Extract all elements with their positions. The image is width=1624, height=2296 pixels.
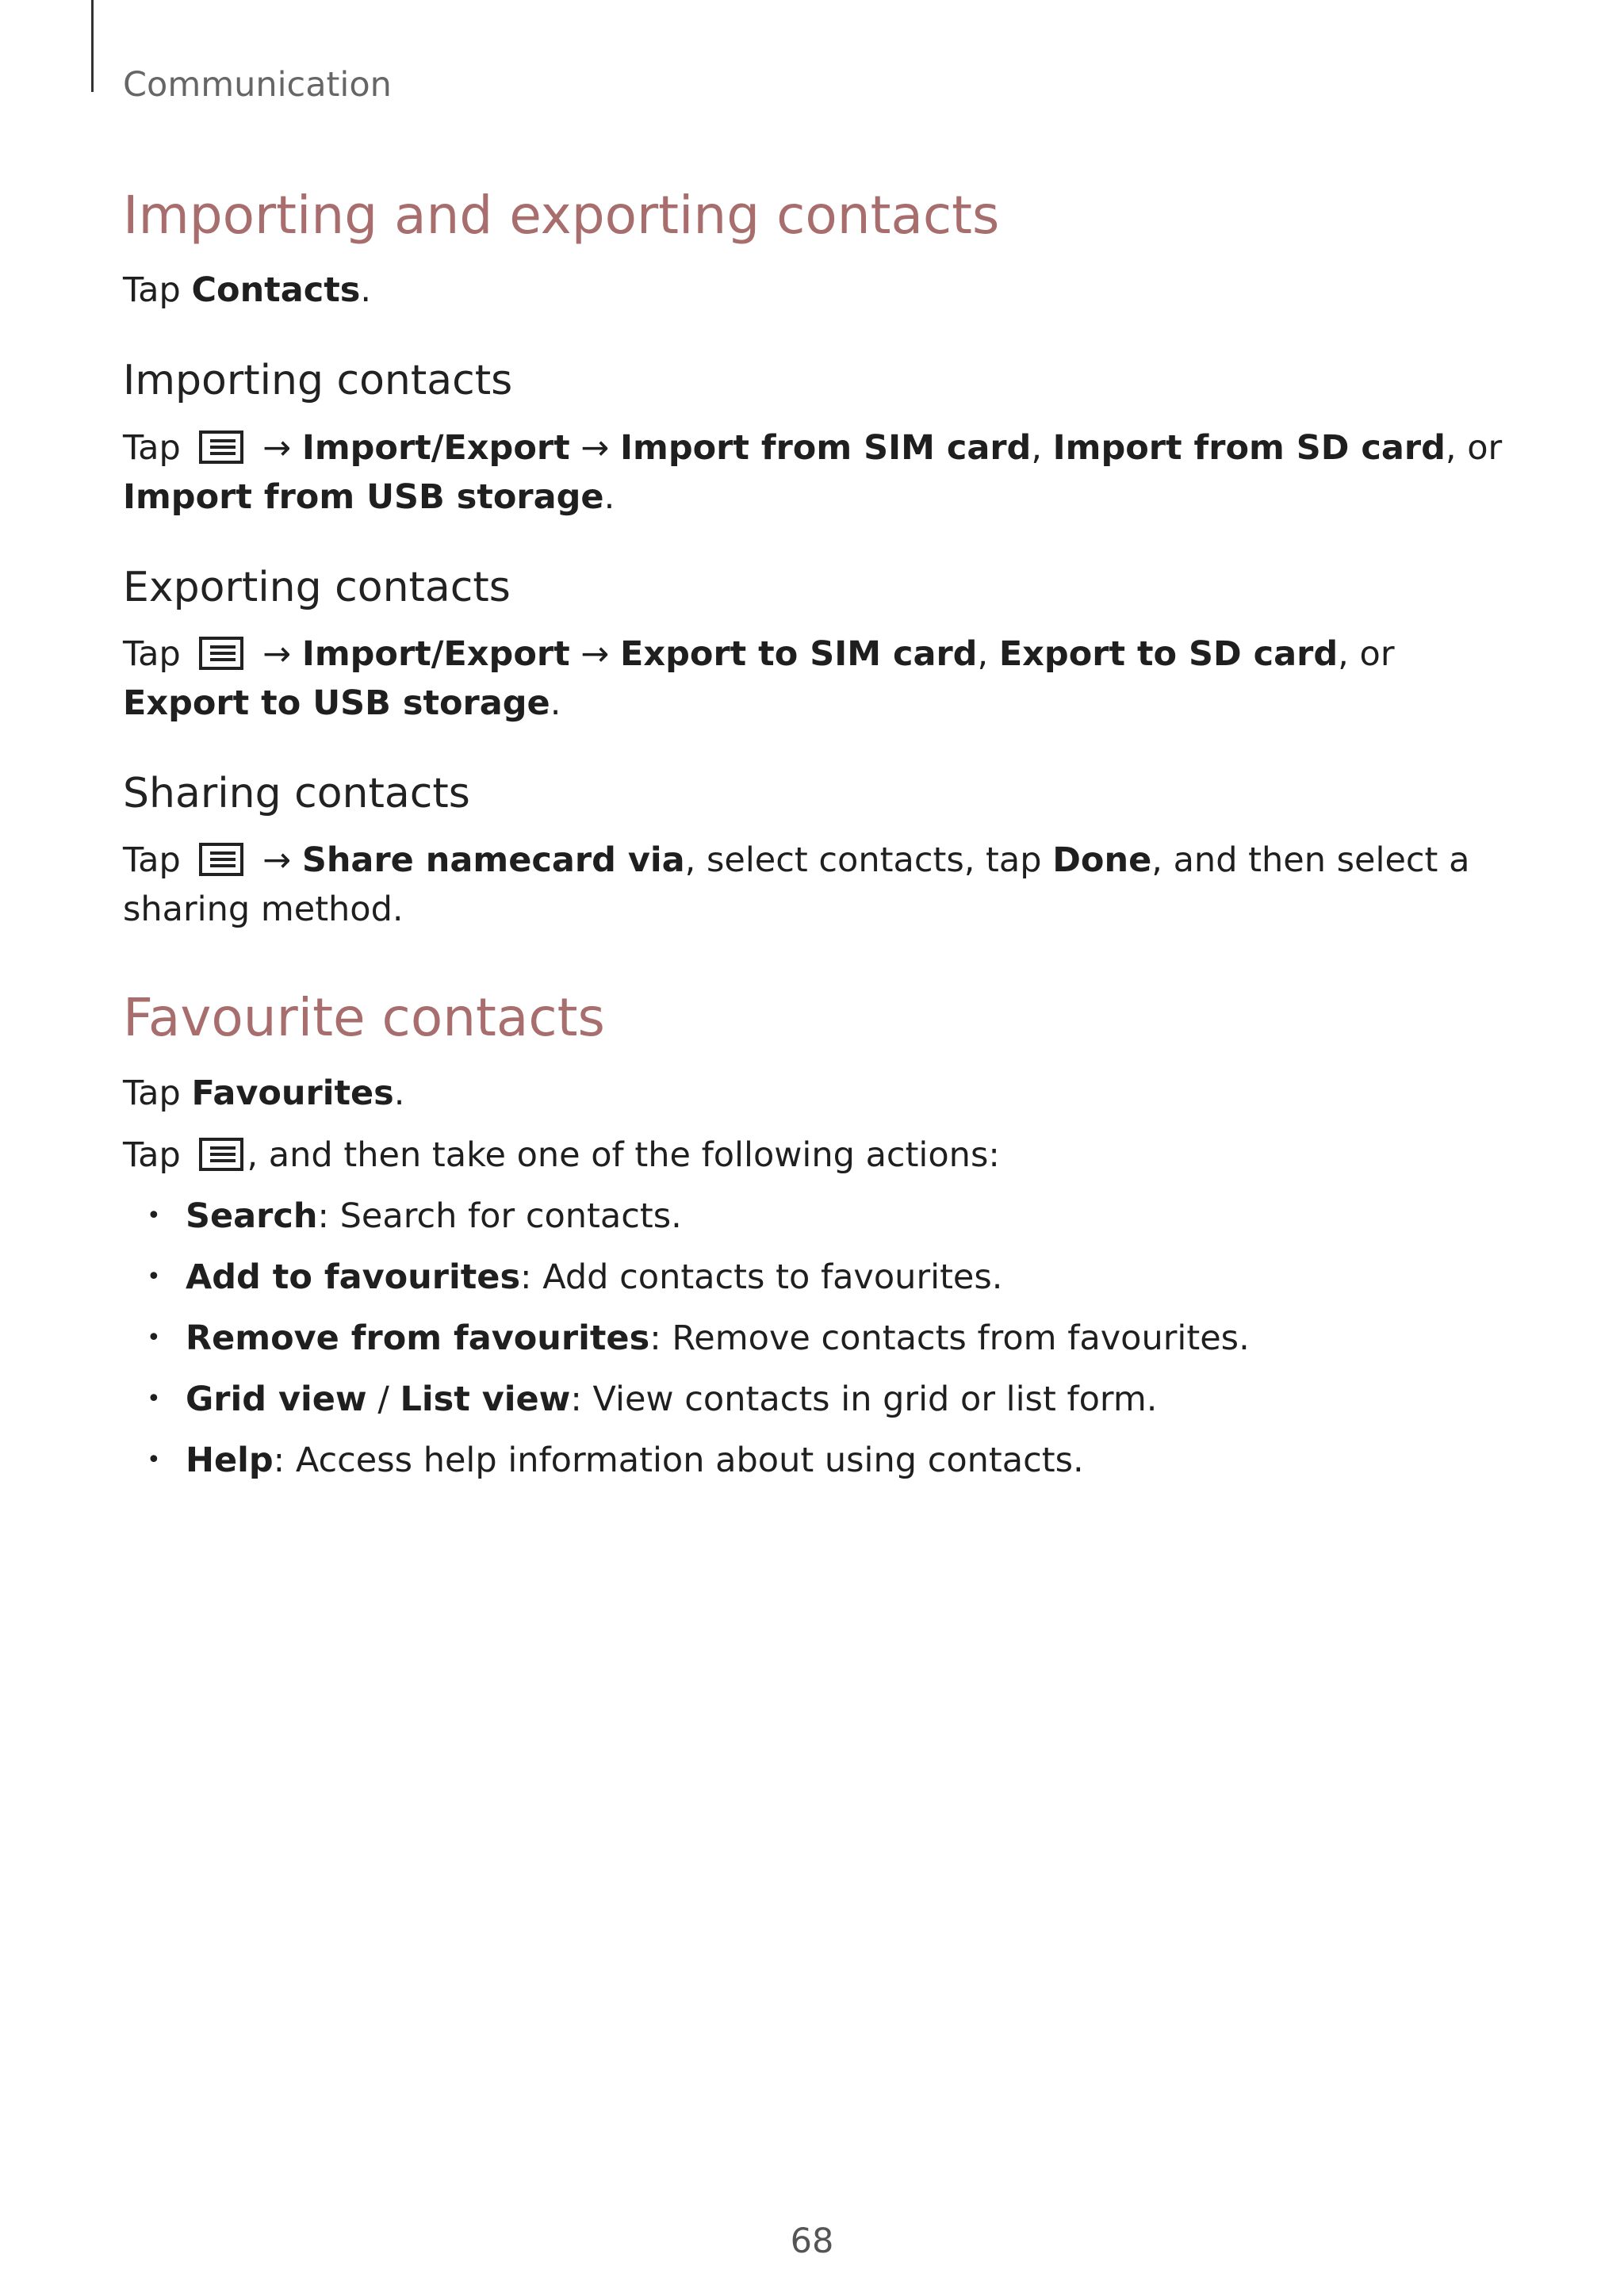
ui-term-import-export: Import/Export [301,633,570,674]
subheading-sharing: Sharing contacts [123,769,470,817]
text: Tap [123,270,192,311]
section-label: Communication [123,65,392,105]
text: Tap [123,1073,192,1113]
text: : Search for contacts. [317,1196,682,1236]
paragraph-importing [123,423,1519,522]
text: . [550,683,561,723]
ui-term-favourites: Favourites [191,1073,394,1113]
ui-term-import-sd: Import from SD card [1052,427,1446,468]
ui-term-import-export: Import/Export [301,427,570,468]
paragraph-tap-contacts [123,266,1519,315]
ui-term-list-view: List view [400,1379,571,1419]
text: Tap [123,633,192,674]
text: , [1031,427,1053,468]
paragraph-sharing [123,836,1519,934]
ui-term-contacts: Contacts [191,270,361,311]
text: , and then select a sharing method. [123,840,1470,930]
ui-term-done: Done [1052,840,1152,881]
list-item [123,1375,1519,1424]
list-item [123,1314,1519,1363]
subheading-importing: Importing contacts [123,357,513,405]
text: , or [1445,427,1503,468]
header-rule [91,0,94,92]
text: , and then take one of the following actions: [247,1135,1000,1175]
actions-list [123,1192,1519,1485]
text: . [360,270,372,311]
ui-term-import-sim: Import from SIM card [620,427,1032,468]
ui-term-help: Help [186,1440,274,1480]
ui-term-remove-favourites: Remove from favourites [186,1318,650,1358]
subheading-exporting: Exporting contacts [123,563,511,611]
text: . [603,476,615,517]
page-content [123,184,1519,1485]
arrow: → [569,633,621,674]
ui-term-grid-view: Grid view [186,1379,367,1419]
text: Tap [123,427,192,468]
paragraph-exporting [123,629,1519,728]
text: : Remove contacts from favourites. [649,1318,1250,1358]
arrow: → [251,633,302,674]
page-number: 68 [790,2221,834,2261]
list-item [123,1436,1519,1485]
ui-term-add-favourites: Add to favourites [186,1257,521,1297]
arrow: → [569,427,621,468]
text: Tap [123,840,192,881]
paragraph-tap-menu [123,1131,1519,1180]
text: : Access help information about using contacts. [273,1440,1084,1480]
text: , or [1338,633,1395,674]
bullet: • [147,1262,161,1291]
bullet: • [147,1445,161,1474]
ui-term-export-sd: Export to SD card [998,633,1339,674]
menu-icon [197,637,245,670]
bullet: • [147,1323,161,1352]
bullet: • [147,1384,161,1413]
list-item [123,1192,1519,1241]
ui-term-import-usb: Import from USB storage [123,476,604,517]
menu-icon [197,430,245,464]
section-title-import-export: Importing and exporting contacts [123,185,1000,246]
list-item [123,1253,1519,1302]
text: / [366,1379,400,1419]
menu-icon [197,843,245,876]
ui-term-export-usb: Export to USB storage [123,683,550,723]
paragraph-tap-favourites [123,1069,1519,1118]
text: , [977,633,999,674]
bullet: • [147,1201,161,1230]
ui-term-share-namecard: Share namecard via [301,840,685,881]
text: , select contacts, tap [684,840,1053,881]
ui-term-export-sim: Export to SIM card [620,633,978,674]
arrow: → [251,427,302,468]
menu-icon [197,1138,245,1171]
text: . [393,1073,405,1113]
arrow: → [251,840,302,881]
section-title-favourites: Favourite contacts [123,987,605,1049]
ui-term-search: Search [186,1196,318,1236]
text: : View contacts in grid or list form. [570,1379,1158,1419]
text: Tap [123,1135,192,1175]
text: : Add contacts to favourites. [520,1257,1003,1297]
